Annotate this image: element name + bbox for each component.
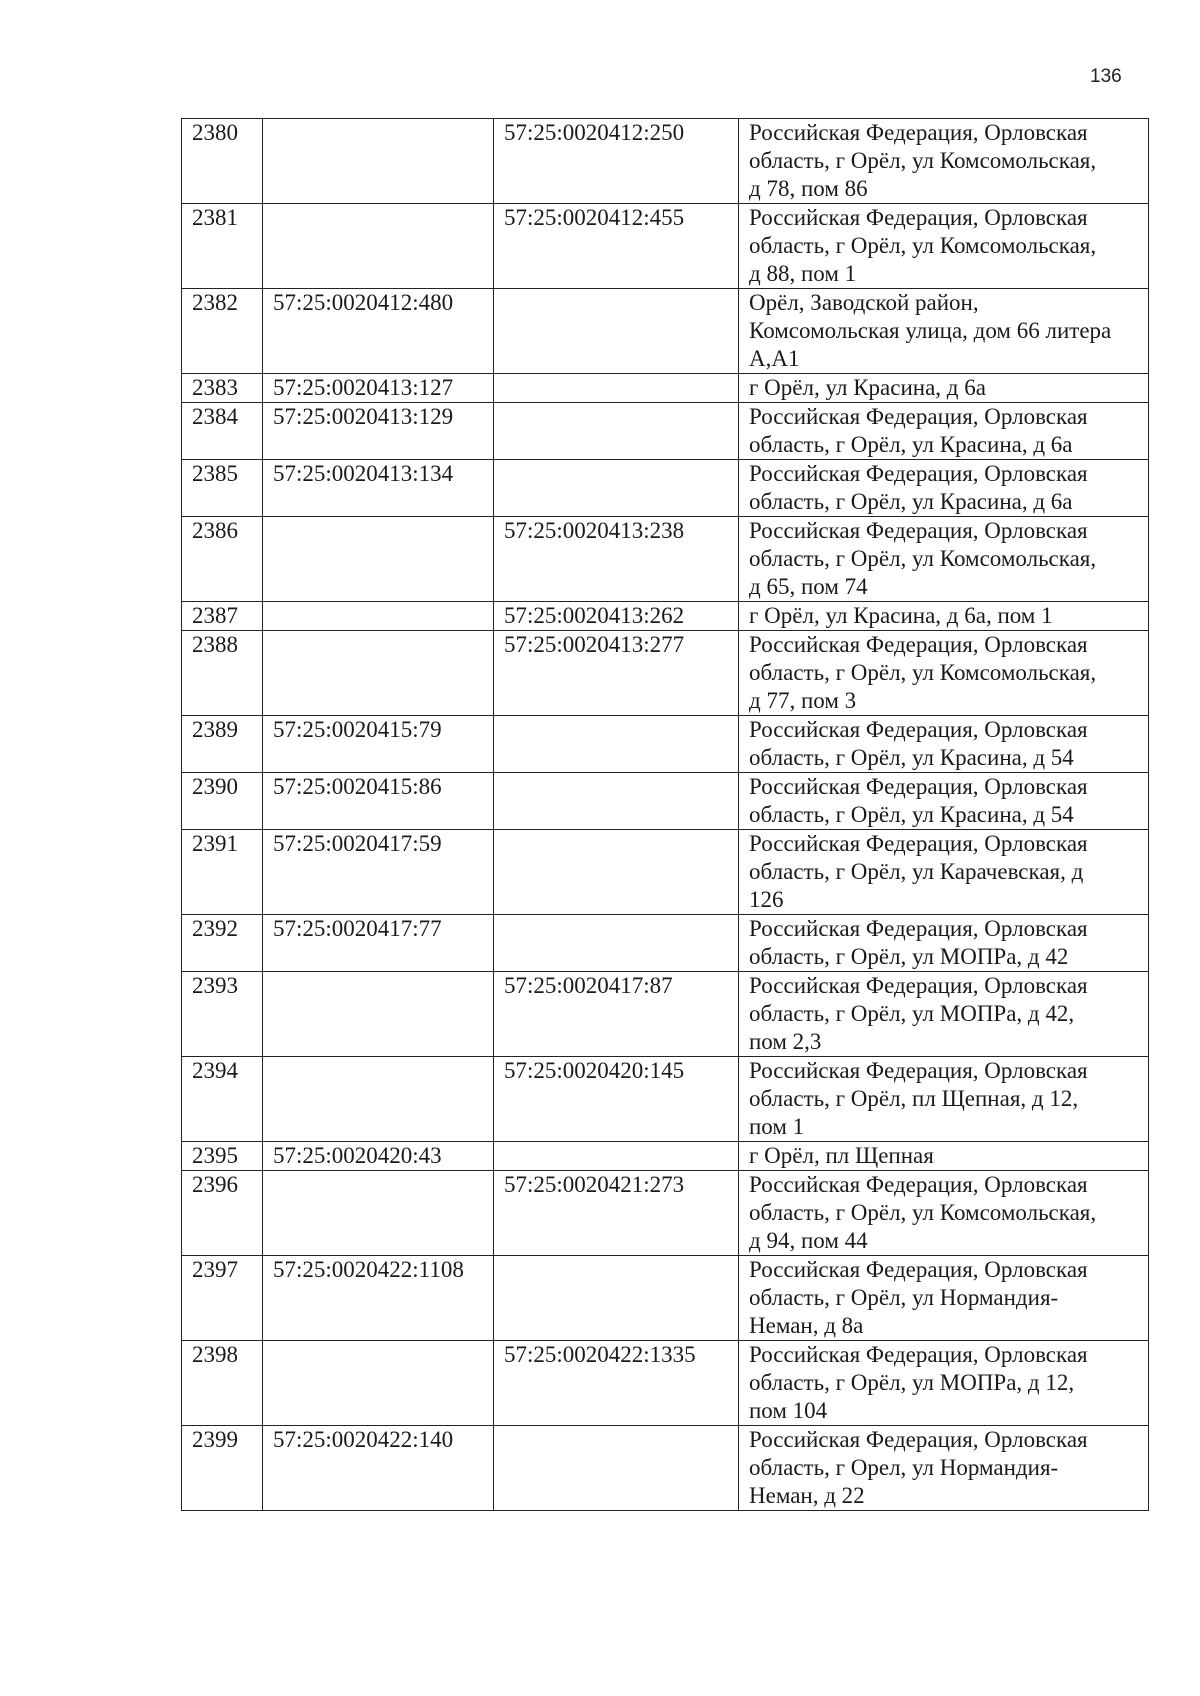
row-number-cell: 2385: [182, 460, 263, 517]
address-cell: Российская Федерация, Орловская область, г Орёл, ул Карачевская, д 126: [739, 830, 1149, 915]
building-cadastral-cell: 57:25:0020412:480: [263, 289, 494, 374]
table-row: [182, 403, 1149, 460]
premises-cadastral-cell: [494, 374, 739, 403]
row-number-cell: 2399: [182, 1426, 263, 1511]
table-row: [182, 460, 1149, 517]
address-cell: Российская Федерация, Орловская область, г Орёл, пл Щепная, д 12, пом 1: [739, 1057, 1149, 1142]
table-row: [182, 1171, 1149, 1256]
row-number-cell: 2396: [182, 1171, 263, 1256]
address-cell: Российская Федерация, Орловская область, г Орёл, ул Комсомольская, д 78, пом 86: [739, 119, 1149, 204]
premises-cadastral-cell: 57:25:0020412:455: [494, 204, 739, 289]
building-cadastral-cell: [263, 517, 494, 602]
building-cadastral-cell: 57:25:0020413:127: [263, 374, 494, 403]
row-number-cell: 2398: [182, 1341, 263, 1426]
address-cell: Российская Федерация, Орловская область, г Орел, ул Нормандия- Неман, д 22: [739, 1426, 1149, 1511]
premises-cadastral-cell: 57:25:0020413:277: [494, 631, 739, 716]
row-number-cell: 2394: [182, 1057, 263, 1142]
premises-cadastral-cell: 57:25:0020412:250: [494, 119, 739, 204]
premises-cadastral-cell: [494, 1256, 739, 1341]
premises-cadastral-cell: [494, 1426, 739, 1511]
building-cadastral-cell: 57:25:0020413:134: [263, 460, 494, 517]
table-row: [182, 517, 1149, 602]
building-cadastral-cell: [263, 1171, 494, 1256]
row-number-cell: 2391: [182, 830, 263, 915]
address-cell: Российская Федерация, Орловская область, г Орёл, ул Красина, д 6а: [739, 460, 1149, 517]
table-row: [182, 374, 1149, 403]
building-cadastral-cell: [263, 119, 494, 204]
premises-cadastral-cell: [494, 773, 739, 830]
building-cadastral-cell: 57:25:0020417:77: [263, 915, 494, 972]
premises-cadastral-cell: [494, 403, 739, 460]
building-cadastral-cell: 57:25:0020420:43: [263, 1142, 494, 1171]
building-cadastral-cell: 57:25:0020415:79: [263, 716, 494, 773]
premises-cadastral-cell: 57:25:0020420:145: [494, 1057, 739, 1142]
building-cadastral-cell: [263, 972, 494, 1057]
row-number-cell: 2387: [182, 602, 263, 631]
table-row: [182, 119, 1149, 204]
building-cadastral-cell: 57:25:0020422:1108: [263, 1256, 494, 1341]
premises-cadastral-cell: [494, 289, 739, 374]
building-cadastral-cell: [263, 1341, 494, 1426]
premises-cadastral-cell: [494, 830, 739, 915]
premises-cadastral-cell: 57:25:0020413:238: [494, 517, 739, 602]
building-cadastral-cell: 57:25:0020422:140: [263, 1426, 494, 1511]
address-cell: Российская Федерация, Орловская область, г Орёл, ул МОПРа, д 42: [739, 915, 1149, 972]
table-row: [182, 602, 1149, 631]
address-cell: Орёл, Заводской район, Комсомольская улица, дом 66 литера А,А1: [739, 289, 1149, 374]
table-row: [182, 1256, 1149, 1341]
address-cell: Российская Федерация, Орловская область, г Орёл, ул Комсомольская, д 88, пом 1: [739, 204, 1149, 289]
table-row: [182, 631, 1149, 716]
premises-cadastral-cell: [494, 460, 739, 517]
building-cadastral-cell: [263, 204, 494, 289]
table-row: [182, 1057, 1149, 1142]
registry-table-body: [182, 119, 1149, 1511]
building-cadastral-cell: 57:25:0020417:59: [263, 830, 494, 915]
table-row: [182, 830, 1149, 915]
table-row: [182, 915, 1149, 972]
building-cadastral-cell: [263, 631, 494, 716]
address-cell: Российская Федерация, Орловская область, г Орёл, ул МОПРа, д 12, пом 104: [739, 1341, 1149, 1426]
table-row: [182, 204, 1149, 289]
row-number-cell: 2381: [182, 204, 263, 289]
row-number-cell: 2390: [182, 773, 263, 830]
row-number-cell: 2384: [182, 403, 263, 460]
table-row: [182, 773, 1149, 830]
row-number-cell: 2383: [182, 374, 263, 403]
building-cadastral-cell: [263, 1057, 494, 1142]
premises-cadastral-cell: [494, 716, 739, 773]
row-number-cell: 2386: [182, 517, 263, 602]
address-cell: г Орёл, пл Щепная: [739, 1142, 1149, 1171]
table-row: [182, 972, 1149, 1057]
row-number-cell: 2380: [182, 119, 263, 204]
registry-table: [181, 118, 1149, 1511]
address-cell: г Орёл, ул Красина, д 6а, пом 1: [739, 602, 1149, 631]
row-number-cell: 2382: [182, 289, 263, 374]
row-number-cell: 2389: [182, 716, 263, 773]
address-cell: Российская Федерация, Орловская область, г Орёл, ул Красина, д 54: [739, 773, 1149, 830]
row-number-cell: 2395: [182, 1142, 263, 1171]
address-cell: Российская Федерация, Орловская область, г Орёл, ул Красина, д 54: [739, 716, 1149, 773]
address-cell: г Орёл, ул Красина, д 6а: [739, 374, 1149, 403]
row-number-cell: 2397: [182, 1256, 263, 1341]
address-cell: Российская Федерация, Орловская область, г Орёл, ул Комсомольская, д 65, пом 74: [739, 517, 1149, 602]
row-number-cell: 2393: [182, 972, 263, 1057]
table-row: [182, 716, 1149, 773]
table-row: [182, 1142, 1149, 1171]
premises-cadastral-cell: 57:25:0020413:262: [494, 602, 739, 631]
page-number: 136: [1090, 66, 1122, 87]
row-number-cell: 2388: [182, 631, 263, 716]
premises-cadastral-cell: 57:25:0020421:273: [494, 1171, 739, 1256]
address-cell: Российская Федерация, Орловская область, г Орёл, ул МОПРа, д 42, пом 2,3: [739, 972, 1149, 1057]
address-cell: Российская Федерация, Орловская область, г Орёл, ул Комсомольская, д 77, пом 3: [739, 631, 1149, 716]
building-cadastral-cell: 57:25:0020413:129: [263, 403, 494, 460]
table-row: [182, 289, 1149, 374]
table-row: [182, 1426, 1149, 1511]
address-cell: Российская Федерация, Орловская область, г Орёл, ул Красина, д 6а: [739, 403, 1149, 460]
address-cell: Российская Федерация, Орловская область, г Орёл, ул Нормандия- Неман, д 8а: [739, 1256, 1149, 1341]
address-cell: Российская Федерация, Орловская область, г Орёл, ул Комсомольская, д 94, пом 44: [739, 1171, 1149, 1256]
building-cadastral-cell: [263, 602, 494, 631]
premises-cadastral-cell: [494, 915, 739, 972]
row-number-cell: 2392: [182, 915, 263, 972]
building-cadastral-cell: 57:25:0020415:86: [263, 773, 494, 830]
premises-cadastral-cell: 57:25:0020417:87: [494, 972, 739, 1057]
premises-cadastral-cell: [494, 1142, 739, 1171]
premises-cadastral-cell: 57:25:0020422:1335: [494, 1341, 739, 1426]
table-row: [182, 1341, 1149, 1426]
